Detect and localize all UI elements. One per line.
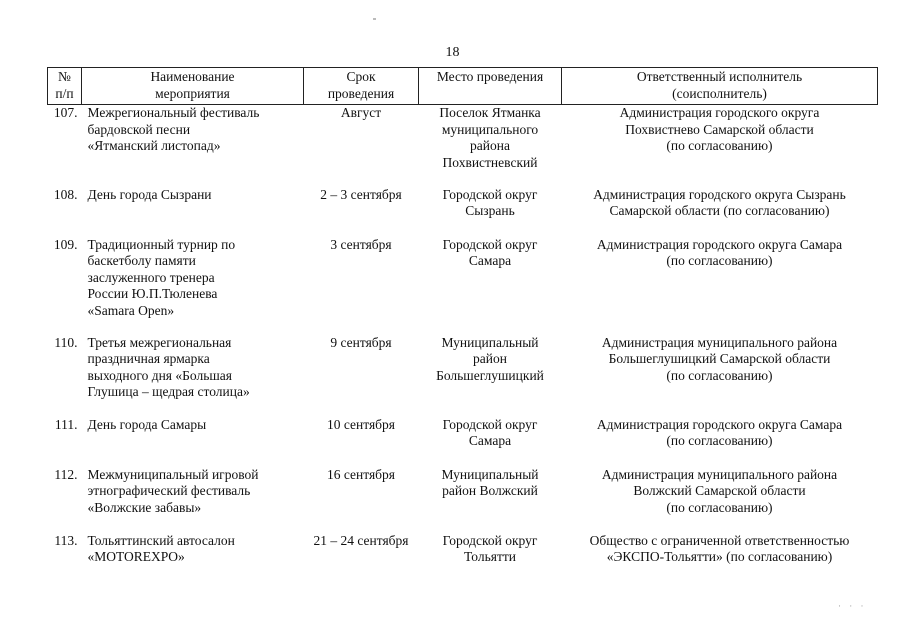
event-date [304, 417, 419, 467]
event-name-line: бардовской песни [87, 121, 191, 137]
event-date-line: 10 сентября [326, 416, 395, 432]
event-place [419, 237, 562, 335]
event-name [82, 187, 304, 237]
header-line: мероприятия [155, 85, 230, 101]
event-responsible-line: Похвистнево Самарской области [625, 121, 814, 137]
row-number: 111. [54, 416, 78, 432]
event-date-line: 16 сентября [326, 466, 395, 482]
header-line: п/п [55, 85, 74, 101]
header-line: проведения [327, 85, 395, 101]
event-responsible-line: (по согласованию) [666, 367, 773, 383]
event-name [82, 417, 304, 467]
header-responsible [562, 68, 878, 105]
event-responsible-line: Администрация городского округа Самара [596, 236, 843, 252]
event-place [419, 467, 562, 533]
event-responsible [562, 187, 878, 237]
event-place-line: Городской округ [442, 186, 538, 202]
event-responsible-line: Администрация муниципального района [601, 466, 838, 482]
event-name [82, 335, 304, 417]
event-responsible-line: Общество с ограниченной ответственностью [589, 532, 850, 548]
header-place [419, 68, 562, 105]
event-place [419, 417, 562, 467]
event-name-line: «Samara Open» [87, 302, 175, 318]
event-responsible-line: (по согласованию) [666, 253, 773, 268]
row-number: 112. [54, 466, 78, 482]
event-place-line: муниципального [441, 121, 539, 137]
event-name-line: России Ю.П.Тюленева [87, 286, 218, 301]
event-name [82, 533, 304, 573]
event-responsible [562, 533, 878, 573]
event-name [82, 467, 304, 533]
header-line: № [58, 69, 71, 84]
event-place-line: Городской округ [442, 416, 538, 432]
event-responsible-line: Администрация городского округа [619, 105, 820, 120]
event-responsible [562, 467, 878, 533]
event-responsible-line: Администрация муниципального района [601, 334, 838, 350]
event-place [419, 187, 562, 237]
table-row [48, 237, 878, 335]
header-line: (соисполнитель) [672, 85, 767, 101]
event-date [304, 237, 419, 335]
event-date [304, 105, 419, 187]
event-place-line: район [473, 351, 507, 366]
event-date-line: 2 – 3 сентября [320, 186, 402, 202]
event-date-line: 21 – 24 сентября [313, 532, 409, 548]
header-event-name [82, 68, 304, 105]
event-name [82, 105, 304, 187]
event-responsible-line: (по согласованию) [666, 138, 773, 153]
row-number: 108. [53, 186, 78, 202]
table-row [48, 417, 878, 467]
event-name-line: баскетболу памяти [87, 253, 196, 268]
event-place-line: Поселок Ятманка [439, 105, 541, 120]
event-responsible-line: Большеглушицкий Самарской области [608, 351, 831, 366]
event-name-line: «MOTOREXPO» [87, 549, 185, 564]
event-date [304, 467, 419, 533]
header-line: Наименование [150, 69, 235, 84]
header-line: Срок [346, 69, 376, 84]
event-responsible-line: (по согласованию) [666, 433, 773, 448]
event-date-line: Август [340, 105, 382, 120]
scan-noise: · · · [838, 601, 867, 611]
event-responsible [562, 105, 878, 187]
event-place-line: Самара [468, 433, 512, 448]
event-place-line: район Волжский [442, 483, 538, 498]
event-place-line: Большеглушицкий [436, 367, 544, 383]
event-date-line: 3 сентября [330, 236, 392, 252]
table-row [48, 467, 878, 533]
table-body [48, 105, 878, 573]
event-responsible [562, 335, 878, 417]
event-date [304, 335, 419, 417]
event-name-line: Традиционный турнир по [87, 236, 236, 252]
event-place [419, 335, 562, 417]
page-number: 18 [445, 45, 460, 60]
table-row [48, 187, 878, 237]
event-name [82, 237, 304, 335]
event-place-line: Муниципальный [441, 466, 539, 482]
event-place-line: Сызрань [465, 203, 515, 218]
event-place-line: Тольятти [464, 549, 516, 564]
table-row [48, 533, 878, 573]
event-name-line: выходного дня «Большая [87, 367, 232, 383]
event-name-line: Глушица – щедрая столица» [87, 384, 250, 399]
event-responsible [562, 417, 878, 467]
header-line: Место проведения [436, 69, 544, 84]
event-name-line: Межмуниципальный игровой [87, 466, 259, 482]
event-name-line: «Волжские забавы» [87, 499, 202, 515]
events-table [47, 67, 878, 573]
event-name-line: этнографический фестиваль [87, 483, 251, 498]
header-number [48, 68, 82, 105]
event-responsible-line: (по согласованию) [666, 499, 773, 515]
event-name-line: Третья межрегиональная [87, 334, 232, 350]
event-place [419, 105, 562, 187]
event-name-line: заслуженного тренера [87, 269, 215, 285]
event-name-line: День города Самары [87, 416, 207, 432]
event-place-line: Муниципальный [441, 334, 539, 350]
event-responsible-line: «ЭКСПО-Тольятти» (по согласованию) [606, 549, 833, 564]
event-responsible-line: Самарской области (по согласованию) [609, 203, 830, 218]
table-row [48, 105, 878, 187]
event-place-line: района [470, 138, 510, 153]
event-name-line: День города Сызрани [87, 186, 212, 202]
event-date-line: 9 сентября [330, 334, 392, 350]
row-number: 109. [53, 236, 78, 252]
event-responsible-line: Волжский Самарской области [633, 483, 806, 498]
table-row [48, 335, 878, 417]
header-row [48, 68, 878, 105]
event-responsible-line: Администрация городского округа Сызрань [593, 186, 846, 202]
event-responsible [562, 237, 878, 335]
row-number: 113. [54, 532, 78, 548]
scan-speck [373, 18, 376, 20]
row-number: 107. [53, 105, 78, 120]
event-place-line: Городской округ [442, 236, 538, 252]
event-name-line: Тольяттинский автосалон [87, 532, 235, 548]
event-name-line: праздничная ярмарка [87, 351, 210, 366]
table-header [48, 68, 878, 105]
row-number: 110. [54, 334, 78, 350]
event-name-line: «Ятманский листопад» [87, 138, 221, 153]
event-date [304, 187, 419, 237]
event-place-line: Городской округ [442, 532, 538, 548]
event-place-line: Самара [468, 253, 512, 268]
event-date [304, 533, 419, 573]
event-name-line: Межрегиональный фестиваль [87, 105, 260, 120]
header-line: Ответственный исполнитель [636, 69, 803, 84]
event-place-line: Похвистневский [442, 154, 538, 170]
header-date [304, 68, 419, 105]
event-place [419, 533, 562, 573]
event-responsible-line: Администрация городского округа Самара [596, 416, 843, 432]
